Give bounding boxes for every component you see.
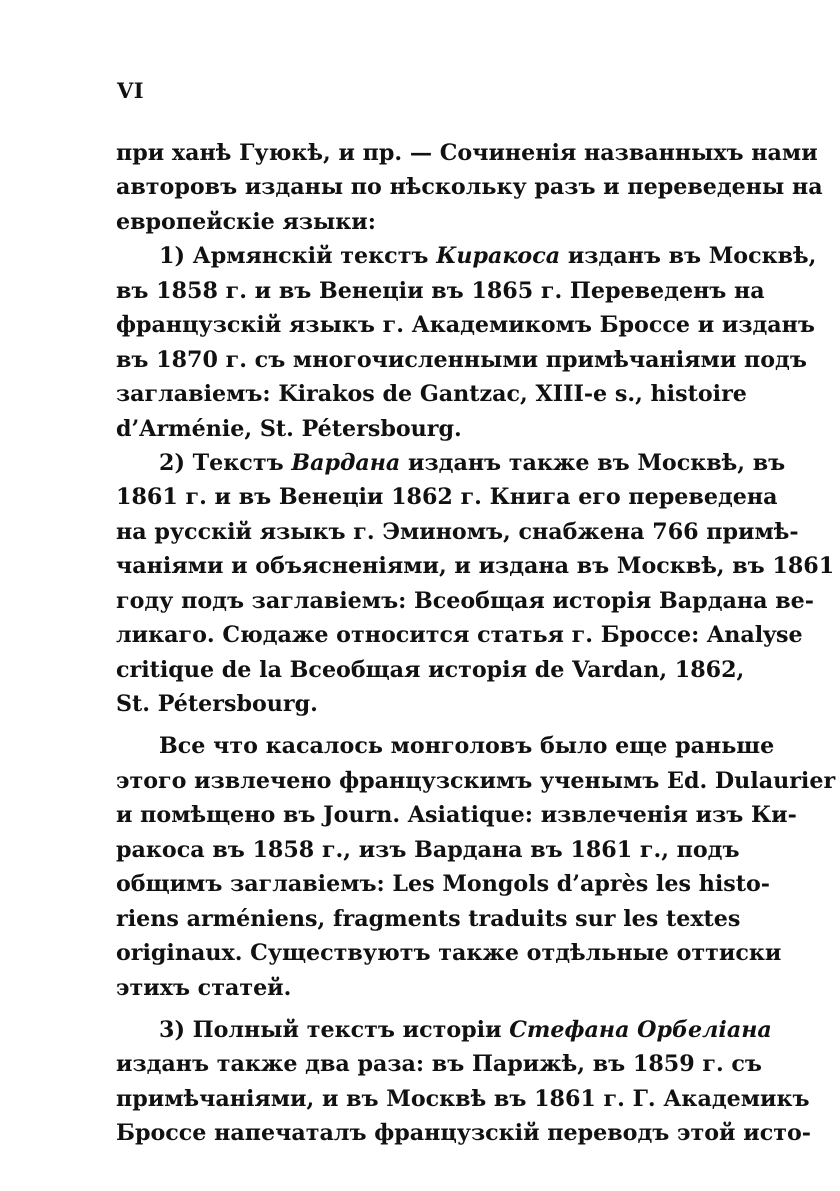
text-line: [116, 308, 815, 342]
italic-name: Стефана Орбеліана: [509, 1016, 772, 1043]
text-run: общимъ заглавіемъ: Les Mongols d’après les histo-: [116, 871, 771, 898]
text-line: [116, 412, 710, 446]
text-run: на русскій языкъ г. Эминомъ, снабжена 766 примѣ-: [116, 518, 799, 545]
text-run: европейскіе языки:: [116, 208, 376, 235]
text-line: [116, 867, 771, 901]
text-run: Все что касалось монголовъ было еще раньше: [159, 733, 775, 760]
text-line: [116, 798, 797, 832]
text-line: [116, 729, 775, 763]
text-line: [116, 618, 803, 652]
text-line: [116, 274, 765, 308]
paragraph-2: [116, 239, 817, 446]
text-run: изданъ также въ Москвѣ, въ: [400, 449, 786, 476]
text-run: примѣчаніями, и въ Москвѣ въ 1861 г. Г. Академикъ: [116, 1085, 810, 1112]
text-run: 1861 г. и въ Венеціи 1862 г. Книга его переведена: [116, 484, 778, 511]
body-text: [116, 136, 836, 1151]
text-run: St. Pétersbourg.: [116, 691, 318, 717]
text-line: [116, 584, 814, 618]
text-line: [116, 377, 747, 411]
text-run: 2) Текстъ: [159, 449, 292, 476]
text-run: этого извлечено французскимъ ученымъ Ed. Dulaurier: [116, 767, 836, 794]
text-line: [116, 1013, 772, 1047]
text-run: critique de la Всеобщая исторія de Vardan, 1862,: [116, 656, 745, 683]
text-run: чаніями и объясненіями, и издана въ Москвѣ, въ 1861: [116, 553, 835, 580]
paragraph-4: [116, 729, 836, 1005]
text-run: ликаго. Сюдаже относится статья г. Броссе: Analyse: [116, 622, 803, 649]
text-run: 1) Армянскій текстъ: [159, 243, 437, 270]
text-run: изданъ также два раза: въ Парижѣ, въ 1859 г. съ: [116, 1051, 762, 1078]
text-run: авторовъ изданы по нѣскольку разъ и переведены на: [116, 174, 823, 201]
paragraph-5: [116, 1013, 811, 1151]
text-run: французскій языкъ г. Академикомъ Броссе и изданъ: [116, 312, 815, 339]
italic-name: Вардана: [291, 449, 401, 476]
text-run: ракоса въ 1858 г., изъ Вардана въ 1861 г., подъ: [116, 836, 740, 863]
text-run: въ 1870 г. съ многочисленными примѣчаніями подъ: [116, 346, 807, 373]
text-line: [116, 239, 817, 273]
text-line: [116, 653, 745, 687]
text-run: d’Arménie, St. Pétersbourg.: [116, 415, 462, 442]
text-run: году подъ заглавіемъ: Всеобщая исторія Вардана ве-: [116, 587, 814, 614]
text-run: изданъ въ Москвѣ,: [560, 243, 817, 270]
text-line: [116, 1116, 811, 1150]
text-line: [116, 446, 786, 480]
text-line: [116, 1082, 810, 1116]
text-run: при ханѣ Гуюкѣ, и пр. — Сочиненія названныхъ нами: [116, 140, 818, 166]
text-run: 3) Полный текстъ исторіи: [159, 1016, 510, 1043]
text-run: Броссе напечаталъ французскій переводъ этой исто-: [116, 1120, 811, 1147]
text-line: [116, 205, 710, 239]
text-run: этихъ статей.: [116, 974, 292, 1001]
text-run: и помѣщено въ Journ. Asiatique: извлеченія изъ Ки-: [116, 802, 797, 829]
text-run: заглавіемъ: Kirakos de Gantzac, XIII-e s., histoire: [116, 381, 747, 408]
paragraph-1: [116, 136, 823, 239]
paragraph-3: [116, 446, 835, 722]
text-line: [116, 936, 782, 970]
text-line: [116, 764, 836, 798]
text-line: [116, 833, 740, 867]
text-run: originaux. Существуютъ также отдѣльные оттиски: [116, 940, 782, 967]
text-line: [116, 1047, 762, 1081]
text-line: [116, 971, 710, 1005]
text-line: [116, 687, 710, 721]
italic-name: Киракоса: [436, 243, 561, 270]
text-line: [116, 515, 799, 549]
text-line: [116, 170, 823, 204]
text-run: въ 1858 г. и въ Венеціи въ 1865 г. Переведенъ на: [116, 277, 765, 304]
text-line: [116, 136, 818, 170]
text-line: [116, 343, 807, 377]
text-line: [116, 902, 741, 936]
text-line: [116, 549, 835, 583]
page-number: VI: [117, 78, 145, 103]
text-line: [116, 480, 778, 514]
text-run: riens arméniens, fragments traduits sur les textes: [116, 905, 741, 932]
